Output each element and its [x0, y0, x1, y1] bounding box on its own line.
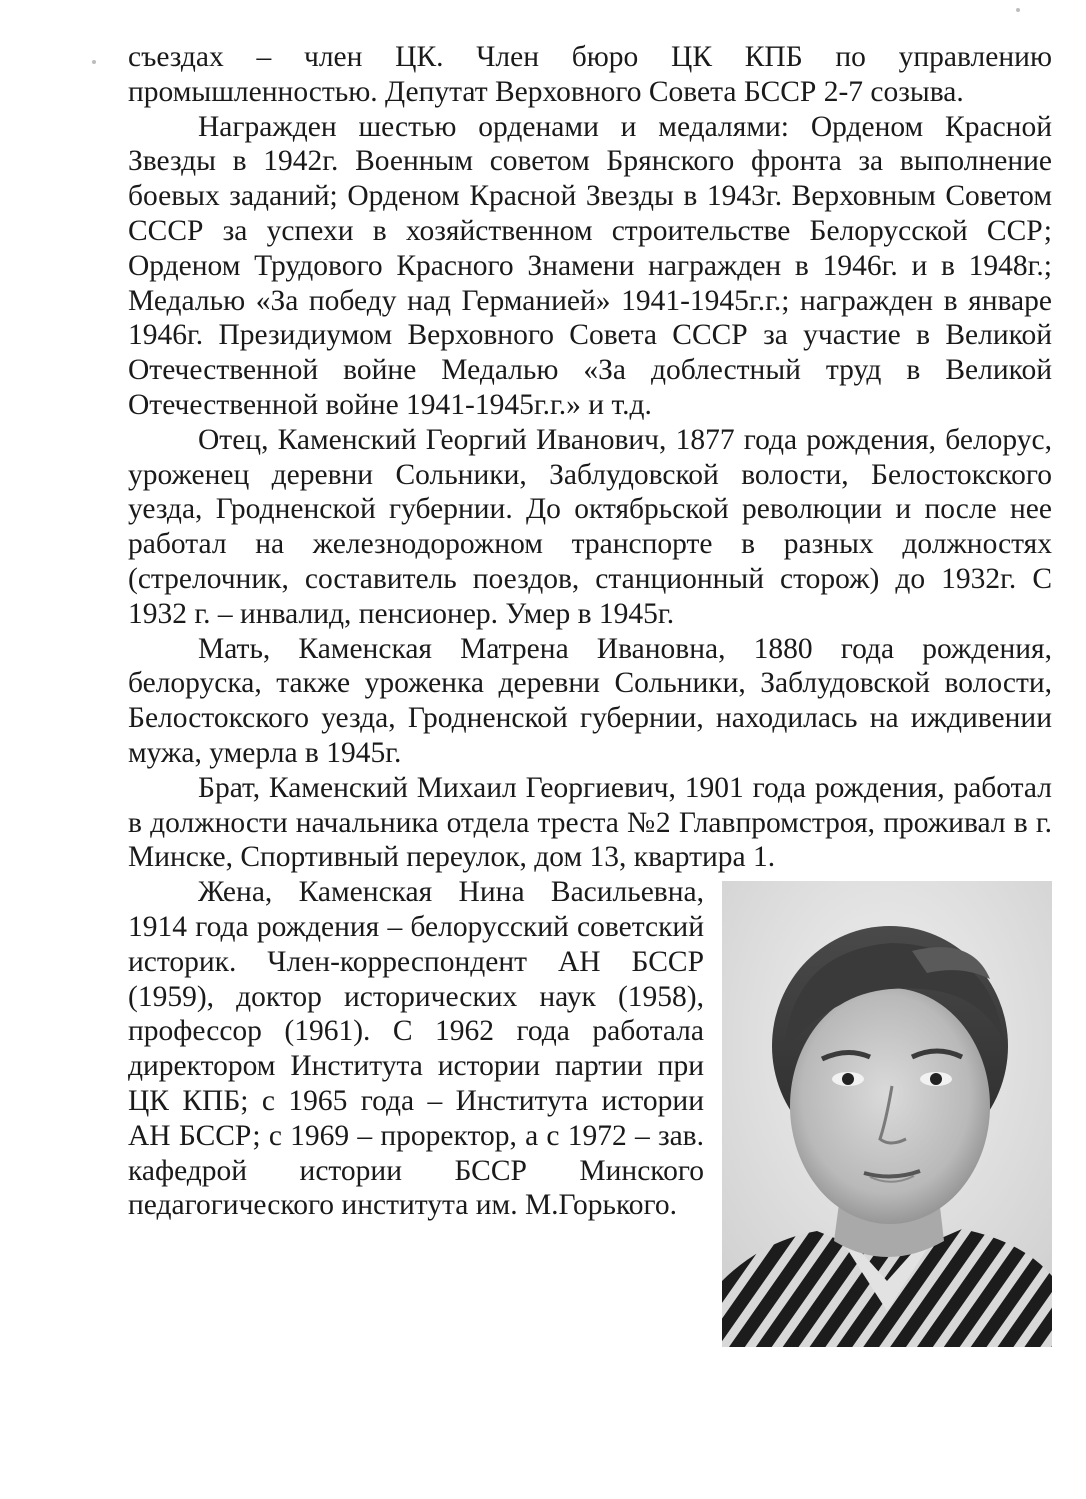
paragraph-awards: Награжден шестью орденами и медалями: Орденом Красной Звезды в 1942г. Военным советом Брянского фронта за выполнение боевых заданий; Орденом Красной Звезды в 1943г. Верховным Советом СССР за успехи в хозяйственном строительстве Белорусской ССР; Орденом Трудового Красного Знамени награжден в 1946г. и в 1948г.; Медалью «За победу над Германией» 1941-1945г.г.; награжден в январе 1946г. Президиумом Верховного Совета СССР за участие в Великой Отечественной войне Медалью «За доблестный труд в Великой Отечественной войне 1941-1945г.г.» и т.д.: [128, 110, 1052, 421]
paragraph-wife: Жена, Каменская Нина Васильевна, 1914 года рождения – белорусский советский историк. Член-корреспондент АН БССР (1959), доктор исторических наук (1958), профессор (1961). С 1962 года работала директором Института истории партии при ЦК КПБ; с 1965 года – Института истории АН БССР; с 1969 – проректор, а с 1972 – зав. кафедрой истории БССР Минского педагогического института им. М.Горького.: [128, 876, 704, 1222]
document-page: [128, 40, 1052, 1351]
paragraph-deputy: съездах – член ЦК. Член бюро ЦК КПБ по управлению промышленностью. Депутат Верховного Совета БССР 2-7 созыва.: [128, 41, 1052, 108]
scan-speck: [92, 60, 96, 64]
wife-section: [128, 875, 1052, 1223]
portrait-photo: [722, 881, 1052, 1351]
paragraph-father: Отец, Каменский Георгий Иванович, 1877 года рождения, белорус, уроженец деревни Сольники, Заблудовской волости, Белостокского уезда, Гродненской губернии. До октябрьской революции и после нее работал на железнодорожном транспорте в разных должностях (стрелочник, составитель поездов, станционный сторож) до 1932г. С 1932 г. – инвалид, пенсионер. Умер в 1945г.: [128, 423, 1052, 630]
portrait-image: [722, 881, 1052, 1347]
paragraph-mother: Мать, Каменская Матрена Ивановна, 1880 года рождения, белоруска, также уроженка деревни Сольники, Заблудовской волости, Белостокского уезда, Гродненской губернии, находилась на иждивении мужа, умерла в 1945г.: [128, 632, 1052, 769]
paragraph-brother: Брат, Каменский Михаил Георгиевич, 1901 года рождения, работал в должности начальника отдела треста №2 Главпромстроя, проживал в г. Минске, Спортивный переулок, дом 13, квартира 1.: [128, 771, 1052, 874]
scan-speck: [1016, 8, 1020, 12]
